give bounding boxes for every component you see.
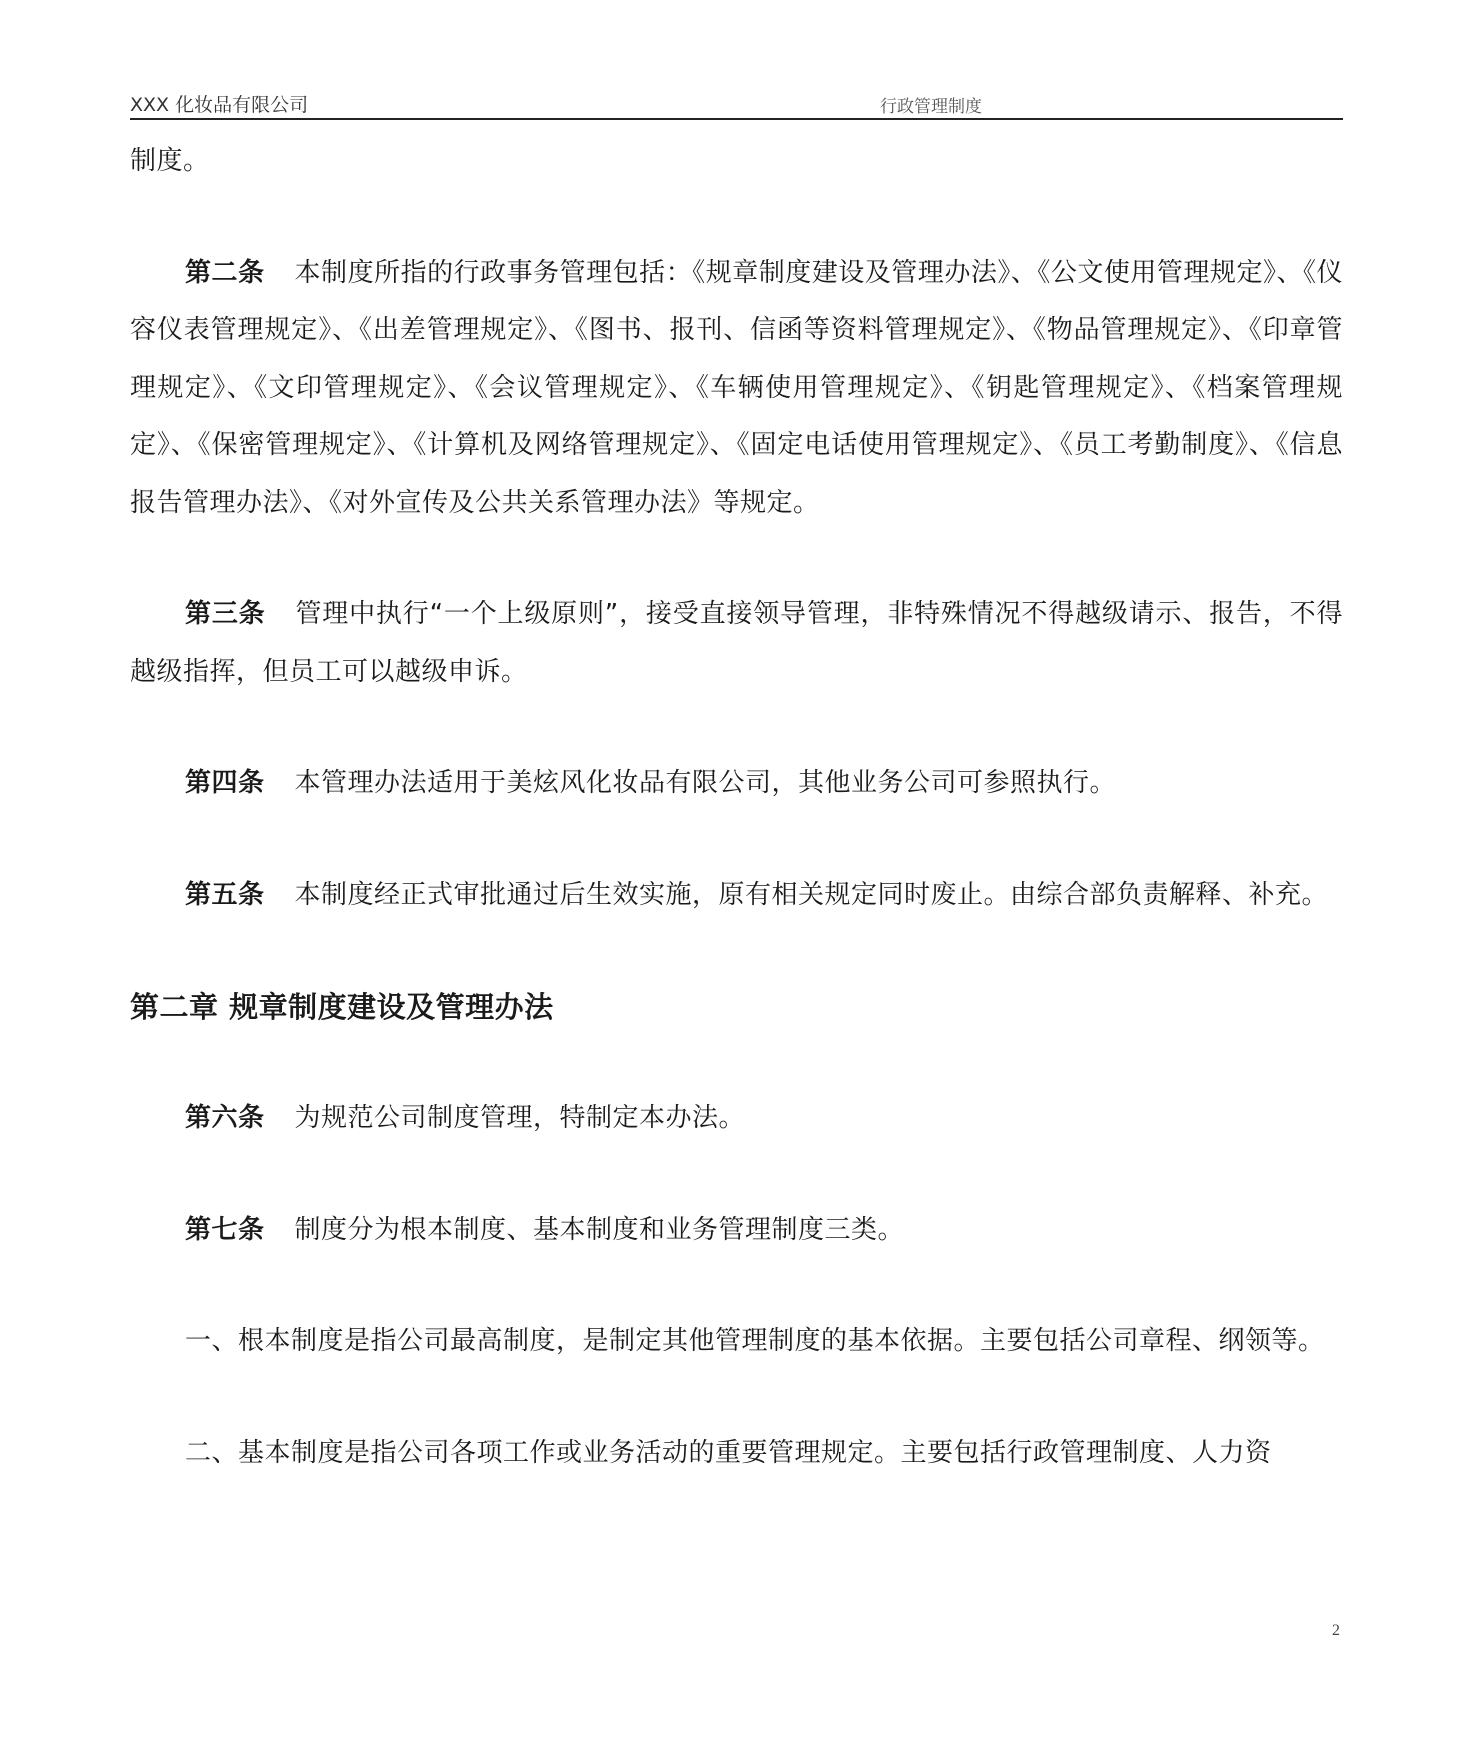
article-text: 本制度所指的行政事务管理包括：《规章制度建设及管理办法》、《公文使用管理规定》、《仪容仪表管理规定》、《出差管理规定》、《图书、报刊、信函等资料管理规定》、《物品管理规定》、《印章管理规定》、《文印管理规定》、《会议管理规定》、《车辆使用管理规定》、《钥匙管理规定》、《档案管理规定》、《保密管理规定》、《计算机及网络管理规定》、《固定电话使用管理规定》、《员工考勤制度》、《信息报告管理办法》、《对外宣传及公共关系管理办法》等规定。 bbox=[130, 257, 1343, 518]
list-item-1: 一、根本制度是指公司最高制度，是制定其他管理制度的基本依据。主要包括公司章程、纲领等。 bbox=[185, 1326, 1325, 1356]
article-number: 第七条 bbox=[185, 1214, 265, 1245]
article-text: 管理中执行“一个上级原则”，接受直接领导管理，非特殊情况不得越级请示、报告，不得越级指挥，但员工可以越级申诉。 bbox=[130, 599, 1343, 687]
article-number: 第五条 bbox=[185, 879, 265, 910]
article-number: 第二条 bbox=[185, 257, 265, 288]
document-body bbox=[130, 133, 1343, 1482]
article-2 bbox=[130, 245, 1343, 533]
article-text: 为规范公司制度管理，特制定本办法。 bbox=[294, 1103, 746, 1133]
article-number: 第三条 bbox=[185, 599, 266, 629]
article-4 bbox=[130, 755, 1343, 813]
article-7 bbox=[130, 1202, 1343, 1260]
article-number: 第四条 bbox=[185, 768, 265, 798]
page-number: 2 bbox=[1332, 1622, 1340, 1639]
spacer bbox=[130, 532, 1343, 586]
header-document-title: 行政管理制度 bbox=[880, 97, 982, 117]
spacer bbox=[130, 191, 1343, 245]
article-text: 本管理办法适用于美炫风化妆品有限公司，其他业务公司可参照执行。 bbox=[294, 768, 1117, 798]
article-6 bbox=[130, 1090, 1343, 1148]
chapter-heading: 第二章 规章制度建设及管理办法 bbox=[130, 990, 554, 1024]
list-item-2: 二、基本制度是指公司各项工作或业务活动的重要管理规定。主要包括行政管理制度、人力资 bbox=[185, 1437, 1272, 1468]
continued-paragraph: 制度。 bbox=[130, 146, 210, 176]
article-text: 本制度经正式审批通过后生效实施，原有相关规定同时废止。由综合部负责解释、补充。 bbox=[294, 879, 1329, 910]
spacer bbox=[130, 1148, 1343, 1202]
spacer bbox=[130, 701, 1343, 755]
spacer bbox=[130, 1259, 1343, 1313]
header-company-name: XXX 化妆品有限公司 bbox=[130, 94, 309, 116]
spacer bbox=[130, 1036, 1343, 1090]
article-3 bbox=[130, 586, 1343, 701]
article-number: 第六条 bbox=[185, 1103, 265, 1133]
article-5 bbox=[130, 867, 1343, 925]
spacer bbox=[130, 813, 1343, 867]
page-header bbox=[130, 88, 1343, 120]
article-text: 制度分为根本制度、基本制度和业务管理制度三类。 bbox=[294, 1214, 905, 1245]
spacer bbox=[130, 924, 1343, 978]
spacer bbox=[130, 1371, 1343, 1425]
